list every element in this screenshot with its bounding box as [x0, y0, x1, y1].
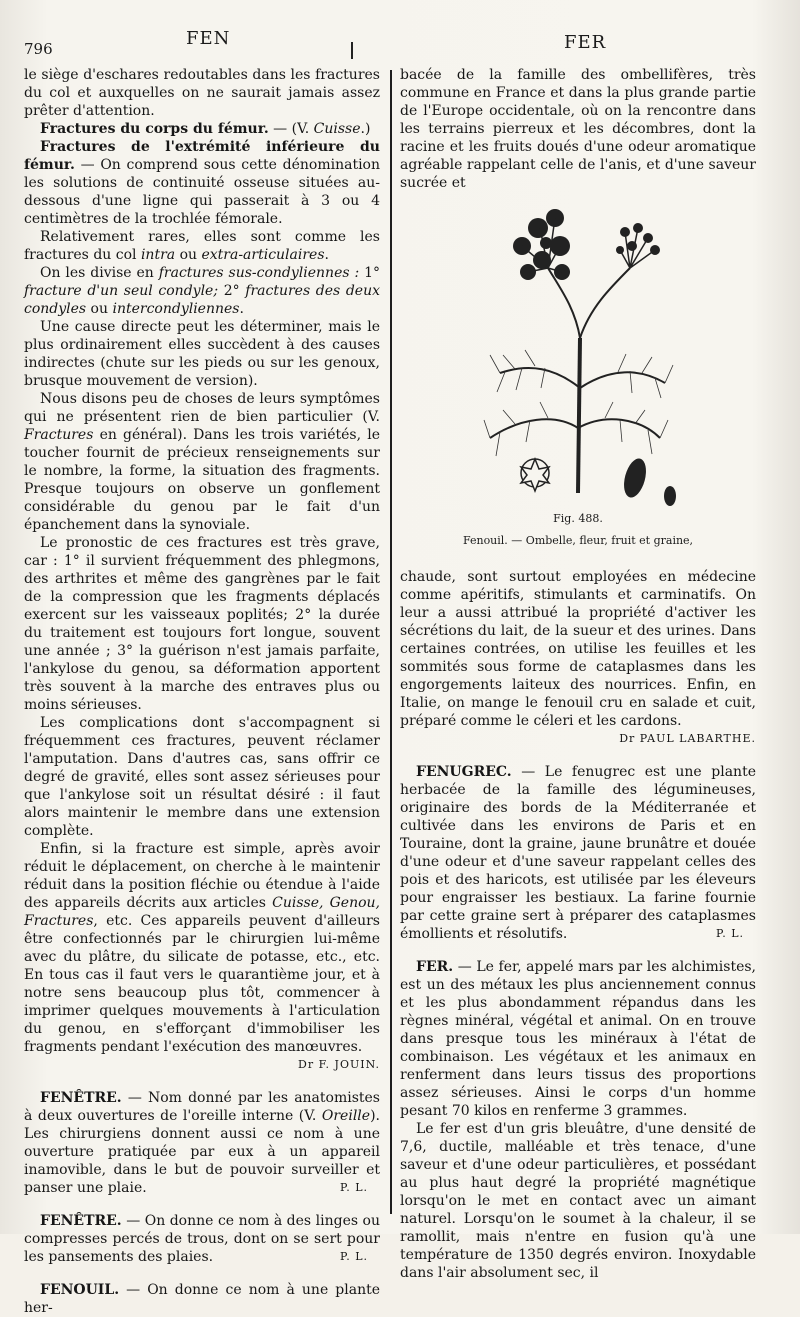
- text-run: .: [239, 301, 244, 317]
- running-head-right: FER: [564, 32, 607, 53]
- entry-text: ). Les chirurgiens donnent aussi ce nom à une ouverture pratiquée par eux à un appareil inamovible, dans le but de pouvoir surveiller et panser une plaie.: [24, 1108, 380, 1196]
- entry-fractures-extremite: [24, 138, 380, 228]
- running-head-left: FEN: [186, 28, 231, 49]
- fennel-illustration: [460, 188, 700, 508]
- italic-run: fractures des deux condyles: [24, 283, 381, 317]
- entry-text: — On donne ce nom à des linges ou compresses percés de trous, dont on se sert pour les pansements des plaies.: [24, 1213, 380, 1265]
- text-run: ou: [86, 301, 113, 317]
- entry-term: Fractures du corps du fémur.: [40, 121, 269, 137]
- entry-term: Fractures de l'extrémité inférieure du fémur.: [24, 139, 380, 173]
- paragraph: Le fer est d'un gris bleuâtre, d'une densité de 7,6, ductile, malléable et très tenace, d'une saveur et d'une odeur particulières, et possédant au plus haut degré la propriété magnétique lorsqu'on le met en contact avec un aimant naturel. Lorsqu'on le soumet à la chaleur, il se ramollit, mais n'entre en fusion qu'à une température de 1350 degrés environ. Inoxydable dans l'air absolument sec, il: [400, 1121, 756, 1281]
- text-run: , etc. Ces appareils peuvent d'ailleurs être confectionnés par le chirurgien lui-même avec du plâtre, du silicate de potasse, etc., etc. En tous cas il faut vers le quarantième jour, et à notre sens beaucoup plus tôt, commencer à imprimer quelques mouvements à l'articulation du genou, en s'efforçant d'immobiliser les fragments pendant l'exécution des manœuvres.: [24, 913, 380, 1055]
- italic-run: intra: [140, 247, 176, 263]
- paragraph: [24, 840, 380, 1056]
- entry-text: — Le fer, appelé mars par les alchimistes, est un des métaux les plus anciennement connus et les plus abondamment répandus dans les règnes minéral, végétal et animal. On en trouve dans presque tous les minéraux à l'état de combinaison. Les végétaux et les animaux en renferment dans leurs tissus des proportions assez sérieuses. Ainsi le corps d'un homme pesant 70 kilos en renferme 3 grammes.: [400, 959, 756, 1119]
- entry-fenugrec: [400, 763, 756, 943]
- entry-fenetre-2: [24, 1212, 380, 1266]
- author-signature: Dr F. JOUIN.: [298, 1058, 380, 1071]
- column-rule: [390, 70, 392, 1214]
- italic-run: intercondyliennes: [112, 301, 240, 317]
- entry-text: — (V.: [268, 121, 314, 137]
- entry-fractures-corps: [24, 120, 380, 138]
- author-signature: Dr PAUL LABARTHE.: [619, 732, 756, 745]
- entry-text: — On comprend sous cette dénomination les solutions de continuité osseuse situées au-dessous d'une ligne qui passerait à 3 ou 4 centimètres de la trochlée fémorale.: [24, 157, 380, 227]
- left-column: [24, 66, 380, 1317]
- author-initials: P. L.: [716, 927, 744, 940]
- paragraph: Les complications dont s'accompagnent si fréquemment ces fractures, peuvent réclamer l'amputation. Dans d'autres cas, sans offrir ce degré de gravité, elles sont assez sérieuses pour que l'ankylose soit un résultat désiré : il faut alors maintenir le membre dans une extension complète.: [24, 715, 380, 839]
- text-run: On les divise en: [40, 265, 159, 281]
- italic-run: fracture d'un seul condyle;: [24, 283, 219, 299]
- header-divider: [351, 42, 353, 59]
- right-column-bottom: [400, 568, 756, 1282]
- paragraph: [24, 228, 380, 264]
- text-run: Nous disons peu de choses de leurs symptômes qui ne présentent rien de bien particulier (V.: [24, 391, 380, 425]
- entry-term: FENUGREC.: [416, 764, 512, 780]
- entry-fenetre-1: [24, 1089, 380, 1197]
- entry-term: FENÊTRE.: [40, 1213, 122, 1229]
- text-run: 2°: [218, 283, 246, 299]
- entry-term: FENÊTRE.: [40, 1090, 122, 1106]
- paragraph: [24, 390, 380, 534]
- italic-run: Cuisse, Genou, Fractures: [24, 895, 380, 929]
- author-initials: P. L.: [340, 1181, 368, 1194]
- figure-caption: Fenouil. — Ombelle, fleur, fruit et graine,: [462, 534, 694, 547]
- entry-text: — Nom donné par les anatomistes à deux ouvertures de l'oreille interne (V.: [24, 1090, 380, 1124]
- cross-reference: Oreille: [321, 1108, 371, 1124]
- paragraph: [24, 264, 380, 318]
- text-run: 1°: [359, 265, 381, 281]
- entry-term: FENOUIL.: [40, 1282, 120, 1298]
- entry-text: — Le fenugrec est une plante herbacée de la famille des légumineuses, originaire des bords de la Méditerranée et cultivée dans les environs de Paris et en Touraine, dont la graine, jaune brunâtre et douée d'une odeur et d'une saveur rappelant celles des pois et des haricots, est utilisée par les éleveurs pour engraisser les bestiaux. La farine fournie par cette graine sert à préparer des cataplasmes émollients et résolutifs.: [400, 764, 756, 942]
- paragraph: le siège d'eschares redoutables dans les fractures du col et auxquelles on ne saurait jamais assez prêter d'attention.: [24, 67, 380, 119]
- paragraph: Une cause directe peut les déterminer, mais le plus ordinairement elles succèdent à des causes indirectes (chute sur les pieds ou sur les genoux, brusque mouvement de version).: [24, 319, 380, 389]
- paragraph: chaude, sont surtout employées en médecine comme apéritifs, stimulants et carminatifs. On leur a aussi attribué la propriété d'activer les sécrétions du lait, de la sueur et des urines. Dans certaines contrées, on utilise les feuilles et les sommités sous forme de cataplasmes dans les engorgements laiteux des nourrices. Enfin, en Italie, on mange le fenouil cru en salade et cuit, préparé comme le céleri et les cardons.: [400, 569, 756, 729]
- entry-text: — On donne ce nom à une plante her-: [24, 1282, 380, 1316]
- text-run: Enfin, si la fracture est simple, après avoir réduit le déplacement, on cherche à le maintenir réduit dans la position fléchie ou étendue à l'aide des appareils décrits aux articles: [24, 841, 380, 911]
- cross-reference: Cuisse: [313, 121, 361, 137]
- author-initials: P. L.: [340, 1250, 368, 1263]
- text-run: ou: [175, 247, 202, 263]
- italic-run: fractures sus-condyliennes :: [158, 265, 360, 281]
- page-number: 796: [24, 40, 53, 58]
- right-column-top: [400, 66, 756, 192]
- italic-run: Fractures: [24, 427, 94, 443]
- entry-fer: [400, 958, 756, 1120]
- text-run: Relativement rares, elles sont comme les fractures du col: [24, 229, 380, 263]
- paragraph: Le pronostic de ces fractures est très grave, car : 1° il survient fréquemment des phlegmons, des arthrites et même des gangrènes par le fait de la compression que les fragments déplacés exercent sur les vaisseaux poplités; 2° la durée du traitement est toujours fort longue, souvent une année ; 3° la guérison n'est jamais parfaite, l'ankylose du genou, sa déformation apportent très souvent à la marche des entraves plus ou moins sérieuses.: [24, 535, 380, 713]
- text-run: .: [324, 247, 329, 263]
- entry-term: FER.: [416, 959, 454, 975]
- italic-run: extra-articulaires: [201, 247, 325, 263]
- text-run: en général). Dans les trois variétés, le toucher fournit de précieux renseignements sur le nombre, la forme, la situation des fragments. Presque toujours on observe un gonflement considérable du genou par le fait d'un épanchement dans la synoviale.: [24, 427, 380, 533]
- paragraph: bacée de la famille des ombellifères, très commune en France et dans la plus grande partie de l'Europe occidentale, où on la rencontre dans les terrains pierreux et les décombres, dont la racine et les fruits doués d'une odeur aromatique agréable rappelant celle de l'anis, et d'une saveur sucrée et: [400, 67, 756, 191]
- figure-label: Fig. 488.: [553, 512, 603, 525]
- entry-fenouil: [24, 1281, 380, 1317]
- entry-text: .): [360, 121, 371, 137]
